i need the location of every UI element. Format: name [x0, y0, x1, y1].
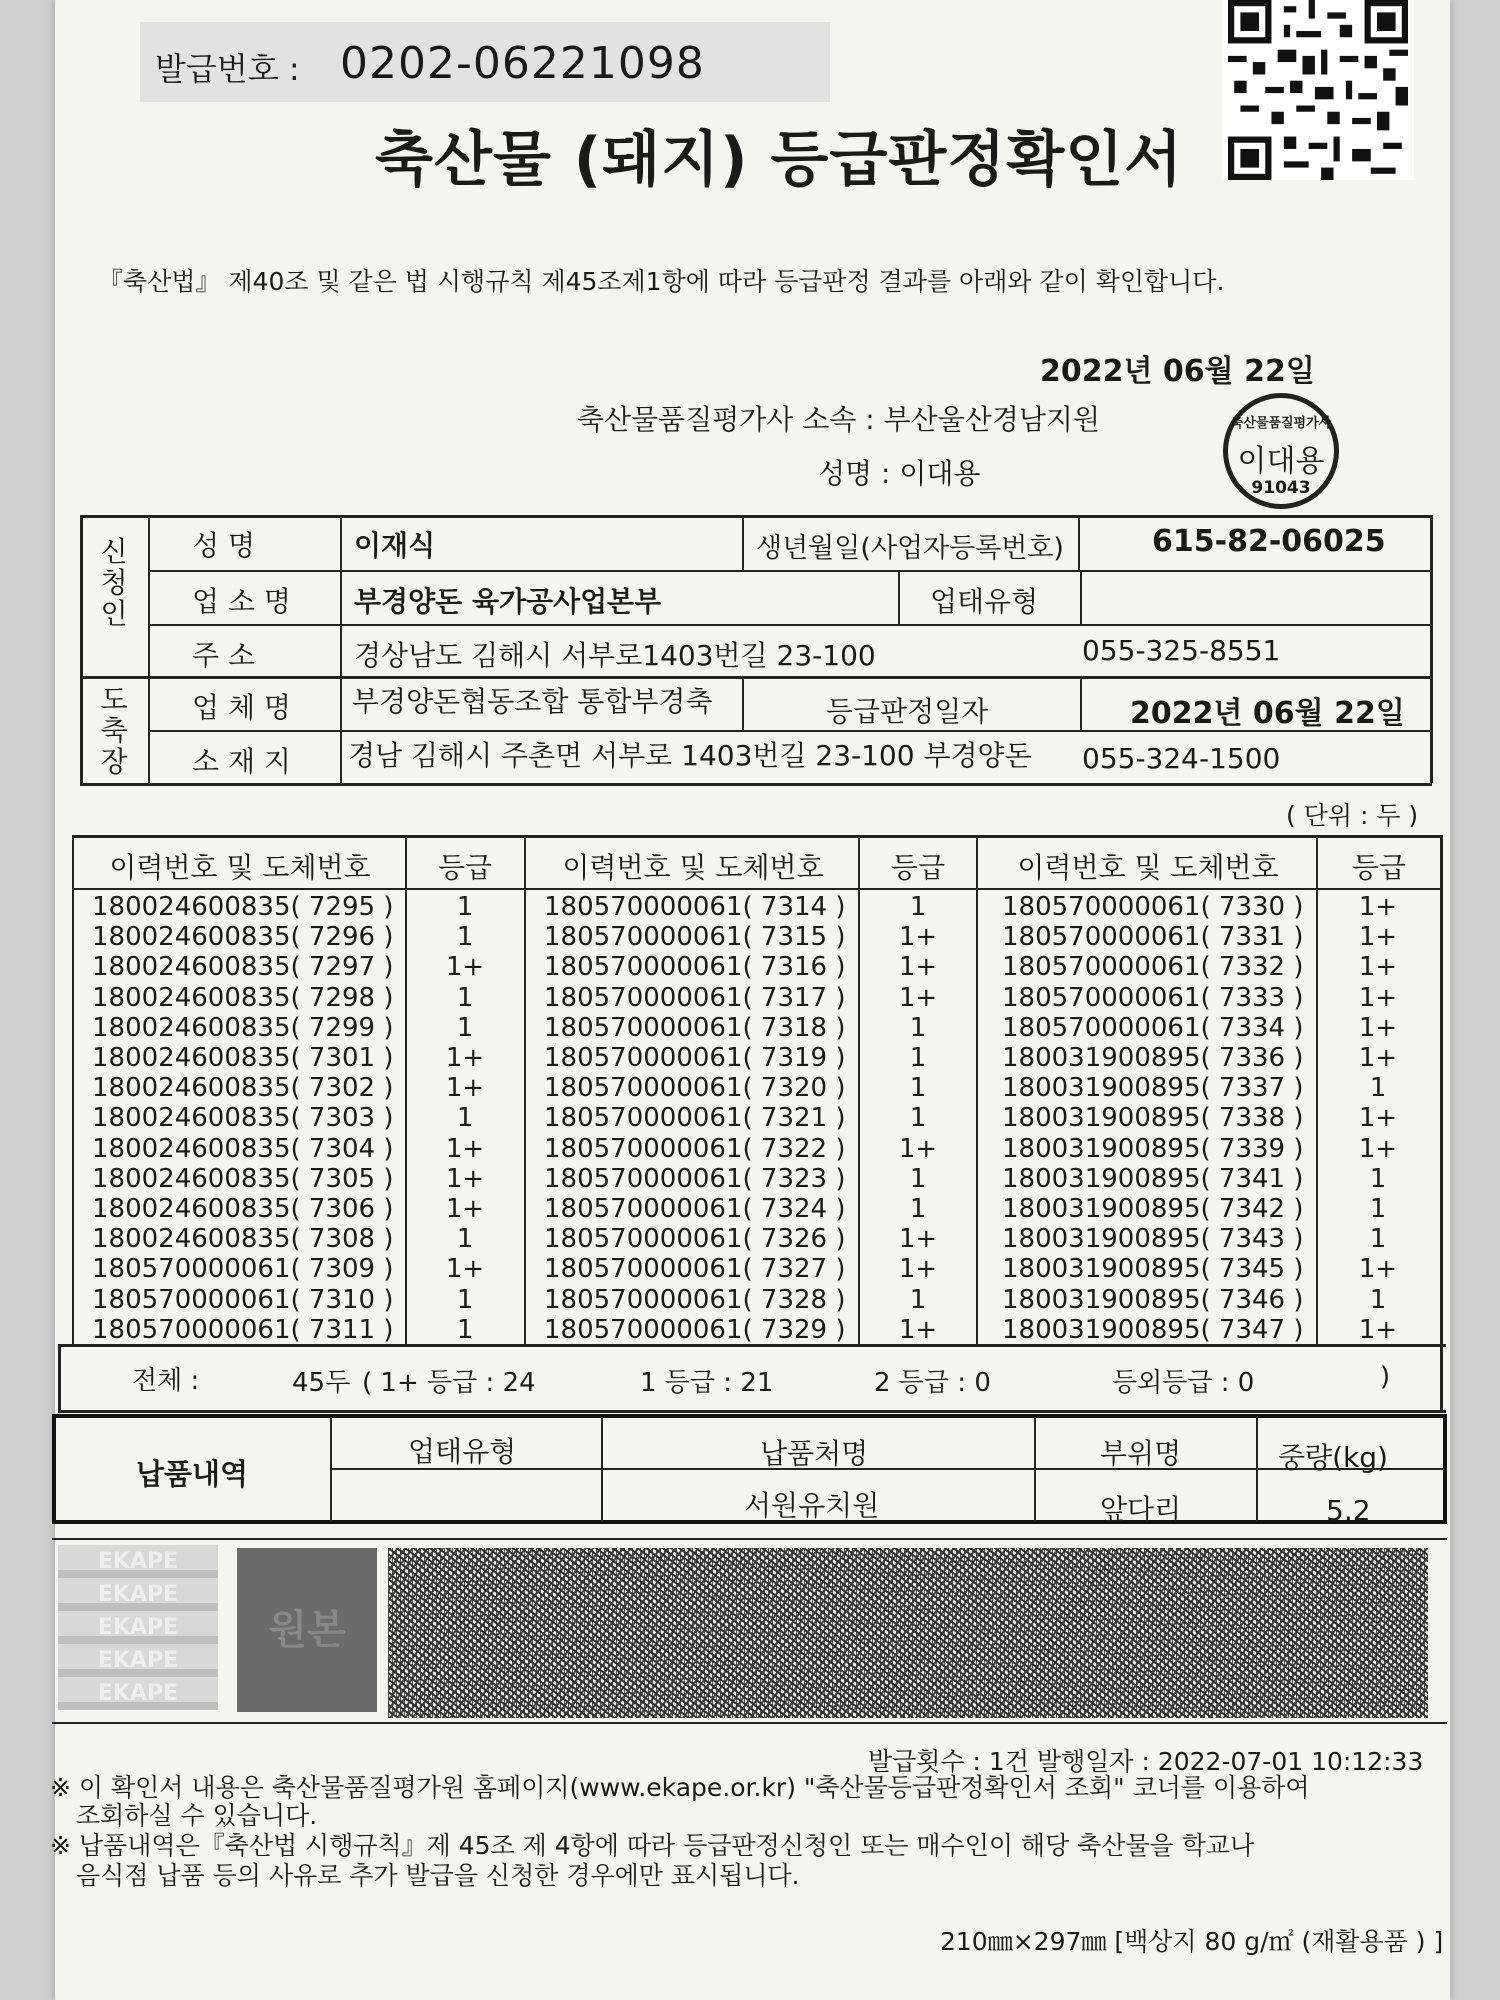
grade-value: 1+	[445, 1073, 485, 1104]
grade-value: 1	[1369, 1224, 1387, 1255]
grade-value: 1	[909, 892, 927, 922]
grade-value: 1	[456, 892, 474, 922]
grade-value: 1	[909, 1012, 927, 1043]
summary-close: )	[1380, 1362, 1391, 1392]
grade-value: 1+	[1358, 1314, 1398, 1345]
delivery-part-header: 부위명	[1100, 1437, 1182, 1470]
grade-value: 1+	[445, 1163, 485, 1194]
trace-number: 180031900895( 7342 )	[1002, 1194, 1304, 1224]
col3-header: 이력번호 및 도체번호	[1017, 851, 1279, 884]
delivery-label: 납품내역	[136, 1457, 249, 1491]
trace-number: 180024600835( 7302 )	[92, 1073, 394, 1104]
unit-label: ( 단위 : 두 )	[1286, 801, 1419, 830]
issue-number: 0202-06221098	[340, 38, 705, 89]
evaluator-name: 성명 : 이대용	[818, 457, 981, 490]
col2-grade-header: 등급	[890, 851, 946, 884]
grade-value: 1	[456, 1284, 474, 1315]
birth-label: 생년월일(사업자등록번호)	[756, 533, 1064, 564]
grade-value: 1	[456, 1224, 474, 1255]
trace-number: 180570000061( 7315 )	[544, 922, 846, 953]
grade-value: 1	[456, 922, 474, 953]
grade-value: 1	[456, 982, 474, 1013]
grade-value: 1+	[1358, 982, 1398, 1013]
delivery-weight: 5.2	[1326, 1494, 1371, 1527]
grade-value: 1+	[1358, 952, 1398, 983]
trace-number: 180031900895( 7339 )	[1002, 1133, 1304, 1164]
trace-number: 180031900895( 7336 )	[1002, 1043, 1304, 1073]
trace-number: 180031900895( 7345 )	[1002, 1254, 1304, 1285]
trace-number: 180024600835( 7301 )	[92, 1043, 394, 1073]
strip-bottom-border	[52, 1722, 1447, 1724]
security-barcode-pattern	[388, 1548, 1428, 1718]
trace-number: 180570000061( 7333 )	[1002, 982, 1304, 1013]
applicant-address: 경상남도 김해시 서부로1403번길 23-100	[354, 639, 876, 672]
trace-number: 180031900895( 7343 )	[1002, 1224, 1304, 1255]
grade-value: 1+	[1358, 922, 1398, 953]
trace-number: 180024600835( 7299 )	[92, 1012, 394, 1043]
trace-number: 180024600835( 7298 )	[92, 982, 394, 1013]
trace-number: 180031900895( 7347 )	[1002, 1314, 1304, 1345]
footnote-2-line2: 음식점 납품 등의 사유로 추가 발급을 신청한 경우에만 표시됩니다.	[76, 1861, 800, 1890]
trace-number: 180570000061( 7326 )	[544, 1224, 846, 1255]
trace-number: 180570000061( 7317 )	[544, 982, 846, 1013]
grade-value: 1+	[1358, 1133, 1398, 1164]
business-type-label: 업태유형	[930, 585, 1039, 618]
grade-value: 1+	[445, 1043, 485, 1073]
col3-grade-header: 등급	[1351, 851, 1407, 884]
total-label: 전체 :	[132, 1366, 200, 1396]
trace-number: 180024600835( 7304 )	[92, 1133, 394, 1164]
outgrade-count: 등외등급 : 0	[1112, 1368, 1255, 1398]
grade-value: 1	[909, 1163, 927, 1194]
trace-number: 180570000061( 7324 )	[544, 1194, 846, 1224]
grading-date: 2022년 06월 22일	[1130, 696, 1405, 731]
grade-value: 1+	[445, 952, 485, 983]
trace-number: 180570000061( 7322 )	[544, 1133, 846, 1164]
grade-value: 1+	[1358, 1043, 1398, 1073]
document-title: 축산물 (돼지) 등급판정확인서	[375, 125, 1184, 195]
trace-number: 180024600835( 7296 )	[92, 922, 394, 953]
grade-value: 1+	[1358, 1254, 1398, 1285]
grade-value: 1+	[898, 1314, 938, 1345]
applicant-name-label: 성 명	[192, 529, 255, 562]
grade-value: 1+	[1358, 1103, 1398, 1134]
footnote-1-line1: ※ 이 확인서 내용은 축산물품질평가원 홈페이지(www.ekape.or.kr) "축산물등급판정확인서 조회" 코너를 이용하여	[50, 1773, 1310, 1802]
trace-number: 180570000061( 7310 )	[92, 1284, 394, 1315]
evaluator-affiliation: 축산물품질평가사 소속 : 부산울산경남지원	[577, 403, 1101, 436]
trace-number: 180031900895( 7341 )	[1002, 1163, 1304, 1194]
trace-number: 180024600835( 7306 )	[92, 1194, 394, 1224]
seal-name: 이대용	[1237, 444, 1325, 479]
delivery-weight-header: 중량(kg)	[1278, 1441, 1388, 1474]
applicant-section-label: 신 청 인	[100, 535, 128, 630]
trace-number: 180570000061( 7331 )	[1002, 922, 1304, 953]
official-seal	[1223, 393, 1339, 509]
grade-value: 1	[1369, 1163, 1387, 1194]
delivery-dest-header: 납품처명	[760, 1437, 869, 1470]
company-name: 부경양돈협동조합 통합부경축	[352, 685, 713, 718]
grading-date-label: 등급판정일자	[826, 695, 989, 728]
issue-count-date: 발급횟수 : 1건 발행일자 : 2022-07-01 10:12:33	[868, 1747, 1424, 1776]
col1-header: 이력번호 및 도체번호	[109, 851, 371, 884]
grade-value: 1	[456, 1012, 474, 1043]
grade-value: 1	[909, 1073, 927, 1104]
trace-number: 180031900895( 7338 )	[1002, 1103, 1304, 1134]
qr-code	[1222, 0, 1414, 180]
applicant-name: 이재식	[354, 529, 436, 562]
trace-number: 180024600835( 7303 )	[92, 1103, 394, 1134]
trace-number: 180570000061( 7311 )	[92, 1314, 394, 1345]
trace-number: 180570000061( 7314 )	[544, 892, 846, 922]
grade-value: 1+	[898, 952, 938, 983]
delivery-destination: 서원유치원	[744, 1489, 880, 1522]
grade-value: 1+	[445, 1194, 485, 1224]
grade-value: 1+	[1358, 892, 1398, 922]
trace-number: 180570000061( 7330 )	[1002, 892, 1304, 922]
grade-value: 1+	[445, 1254, 485, 1285]
grade-value: 1	[1369, 1194, 1387, 1224]
grade-value: 1+	[1358, 1012, 1398, 1043]
grade-value: 1+	[898, 1133, 938, 1164]
issue-date: 2022년 06월 22일	[1040, 354, 1315, 389]
trace-number: 180024600835( 7295 )	[92, 892, 394, 922]
trace-number: 180024600835( 7305 )	[92, 1163, 394, 1194]
intro-statement: 『축산법』 제40조 및 같은 법 시행규칙 제45조제1항에 따라 등급판정 결과를 아래와 같이 확인합니다.	[98, 267, 1225, 296]
trace-number: 180570000061( 7328 )	[544, 1284, 846, 1315]
paper-spec: 210㎜×297㎜ [백상지 80 g/㎡ (재활용품 ) ]	[940, 1927, 1444, 1956]
trace-number: 180570000061( 7319 )	[544, 1043, 846, 1073]
total-count: 45두	[292, 1368, 351, 1398]
trace-number: 180024600835( 7297 )	[92, 952, 394, 983]
trace-number: 180570000061( 7309 )	[92, 1254, 394, 1285]
seal-number: 91043	[1251, 478, 1311, 498]
issue-label: 발급번호 :	[155, 50, 300, 88]
trace-number: 180570000061( 7320 )	[544, 1073, 846, 1104]
business-name: 부경양돈 육가공사업본부	[354, 585, 662, 618]
col2-header: 이력번호 및 도체번호	[562, 851, 824, 884]
grade-value: 1	[909, 1284, 927, 1315]
trace-number: 180024600835( 7308 )	[92, 1224, 394, 1255]
delivery-type-header: 업태유형	[408, 1435, 517, 1468]
grade-1-count: 1 등급 : 21	[640, 1368, 774, 1398]
ekape-watermark-logo: EKAPE EKAPE EKAPE EKAPE EKAPE	[58, 1545, 218, 1710]
trace-number: 180570000061( 7334 )	[1002, 1012, 1304, 1043]
col1-grade-header: 등급	[437, 851, 493, 884]
grade-value: 1+	[898, 982, 938, 1013]
grade-value: 1+	[898, 922, 938, 953]
grade-value: 1+	[898, 1224, 938, 1255]
grade-value: 1	[909, 1103, 927, 1134]
grade-value: 1	[1369, 1284, 1387, 1315]
grade-value: 1+	[445, 1133, 485, 1164]
trace-number: 180570000061( 7321 )	[544, 1103, 846, 1134]
grade-value: 1+	[898, 1254, 938, 1285]
location-label: 소 재 지	[192, 745, 291, 778]
grade-value: 1	[456, 1103, 474, 1134]
strip-top-border	[52, 1538, 1447, 1540]
original-stamp: 원본	[237, 1548, 377, 1712]
seal-title: 축산물품질평가사	[1230, 416, 1332, 431]
trace-number: 180570000061( 7316 )	[544, 952, 846, 983]
applicant-phone: 055-325-8551	[1082, 634, 1281, 667]
grade-value: 1	[909, 1194, 927, 1224]
grade-2-count: 2 등급 : 0	[874, 1368, 991, 1398]
trace-number: 180031900895( 7346 )	[1002, 1284, 1304, 1315]
delivery-part: 앞다리	[1100, 1493, 1182, 1526]
slaughterhouse-location: 경남 김해시 주촌면 서부로 1403번길 23-100 부경양돈	[348, 739, 1032, 772]
grade-value: 1	[456, 1314, 474, 1345]
footnote-1-line2: 조회하실 수 있습니다.	[76, 1801, 318, 1830]
birth-number: 615-82-06025	[1152, 524, 1386, 559]
business-name-label: 업 소 명	[192, 585, 291, 618]
trace-number: 180570000061( 7318 )	[544, 1012, 846, 1043]
trace-number: 180570000061( 7332 )	[1002, 952, 1304, 983]
slaughterhouse-phone: 055-324-1500	[1082, 742, 1281, 775]
trace-number: 180570000061( 7329 )	[544, 1314, 846, 1345]
footnote-2-line1: ※ 납품내역은『축산법 시행규칙』제 45조 제 4항에 따라 등급판정신청인 또는 매수인이 해당 축산물을 학교나	[50, 1831, 1255, 1860]
trace-number: 180031900895( 7337 )	[1002, 1073, 1304, 1104]
grade-value: 1	[909, 1043, 927, 1073]
trace-number: 180570000061( 7323 )	[544, 1163, 846, 1194]
address-label: 주 소	[192, 639, 255, 672]
slaughterhouse-section-label: 도 축 장	[100, 683, 128, 778]
company-name-label: 업 체 명	[192, 691, 291, 724]
grade-1plus-count: ( 1+ 등급 : 24	[362, 1368, 536, 1398]
trace-number: 180570000061( 7327 )	[544, 1254, 846, 1285]
grade-value: 1	[1369, 1073, 1387, 1104]
